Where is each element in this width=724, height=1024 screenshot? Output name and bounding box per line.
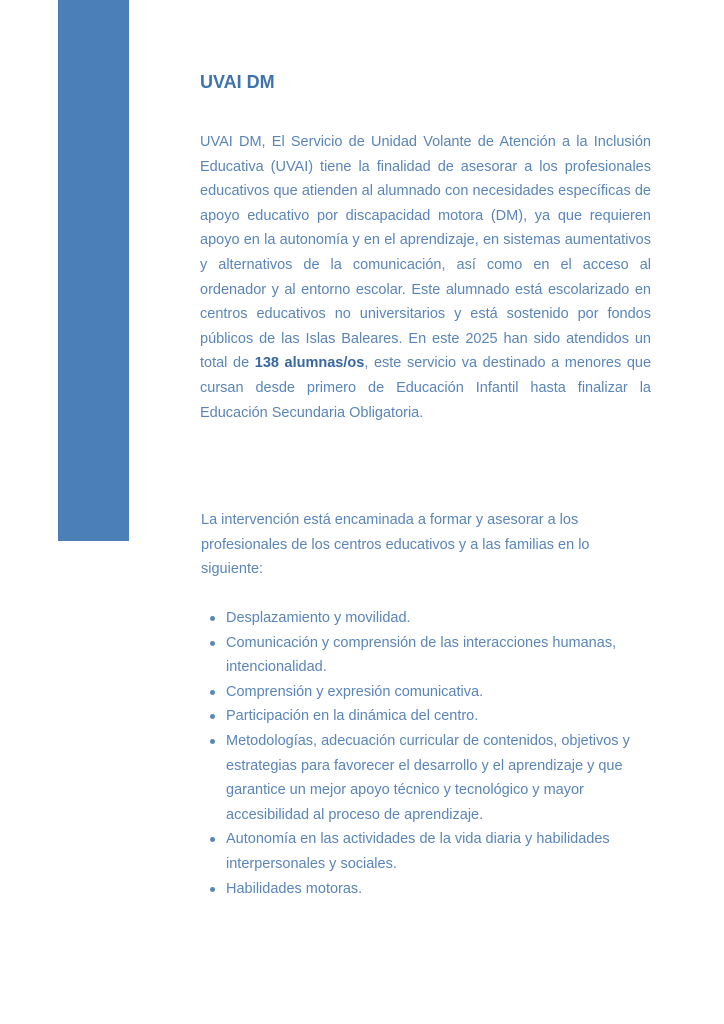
focus-list [201,606,656,901]
list-item: Metodologías, adecuación curricular de contenidos, objetivos y estrategias para favorecer el desarrollo y el aprendizaje y que garantice un mejor apoyo técnico y tecnológico y mayor accesibilidad al proceso de aprendizaje. [226,729,656,827]
list-item: Comunicación y comprensión de las interacciones humanas, intencionalidad. [226,631,656,680]
intro-highlight: 138 alumnas/os [254,355,365,372]
intro-paragraph [200,130,651,425]
list-item: Habilidades motoras. [226,877,656,902]
list-item: Participación en la dinámica del centro. [226,704,656,729]
page-title: UVAI DM [200,72,275,92]
intervention-paragraph: La intervención está encaminada a formar y asesorar a los profesionales de los centros educativos y a las familias en lo siguiente: [201,512,590,578]
list-item: Comprensión y expresión comunicativa. [226,680,656,705]
list-item: Autonomía en las actividades de la vida diaria y habilidades interpersonales y sociales. [226,827,656,876]
list-item: Desplazamiento y movilidad. [226,606,656,631]
intro-text-end: , este servicio va destinado a menores que cursan desde primero de Educación Infantil hasta finalizar la Educación Secundaria Obligatoria. [200,355,652,421]
side-accent-bar [58,0,129,541]
intro-text-start: UVAI DM, El Servicio de Unidad Volante de Atención a la Inclusión Educativa (UVAI) tiene la finalidad de asesorar a los profesionales educativos que atienden al alumnado con necesidades específicas de apoyo educativo por discapacidad motora (DM), ya que requieren apoyo en la autonomía y en el aprendizaje, en sistemas aumentativos y alternativos de la comunicación, así como en el acceso al ordenador y al entorno escolar. Este alumnado está escolarizado en centros educativos no universitarios y está sostenido por fondos públicos de las Islas Baleares. En este 2025 han sido atendidos un total de [200,134,651,372]
